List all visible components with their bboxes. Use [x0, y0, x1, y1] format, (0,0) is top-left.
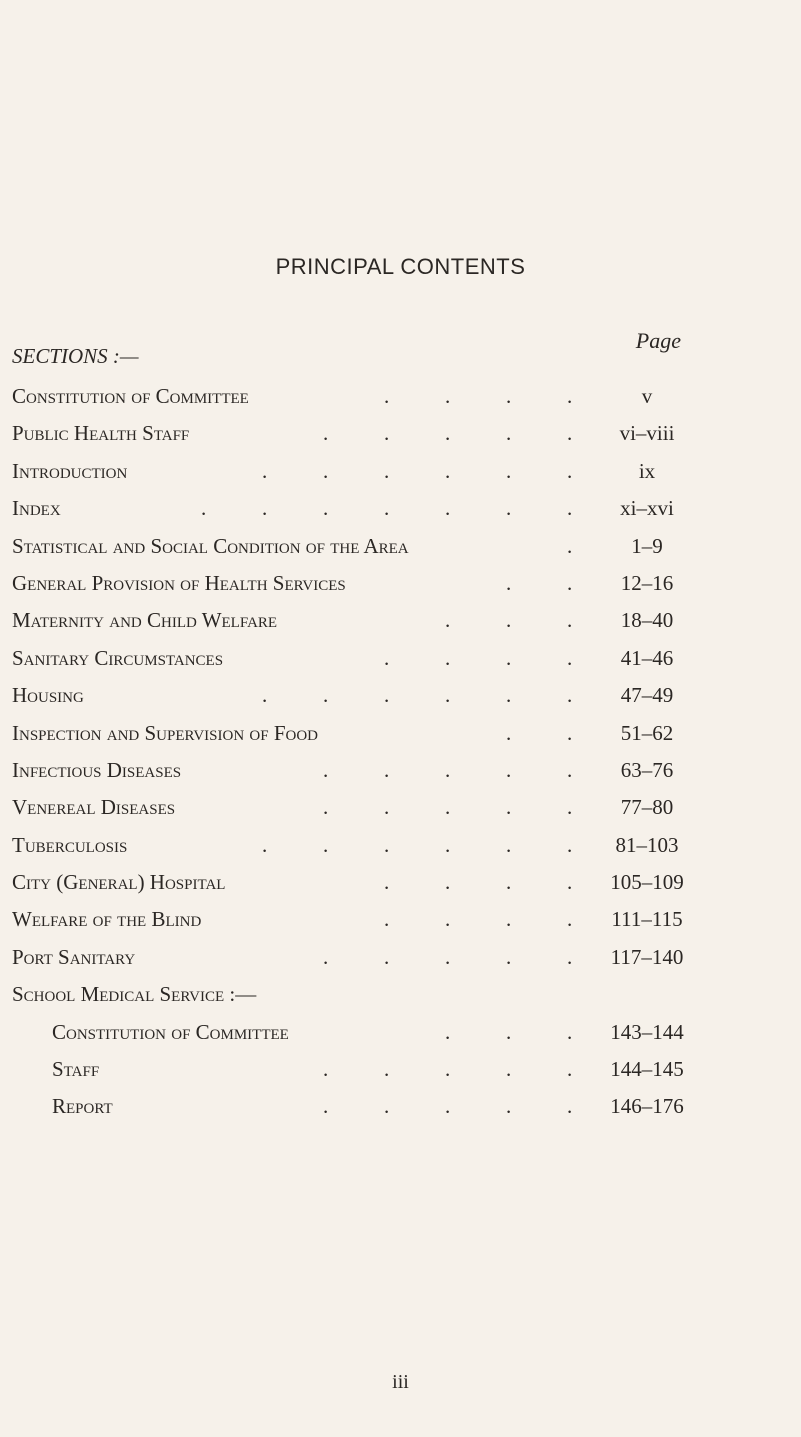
leader-dots: . . . — [445, 608, 573, 633]
toc-entry-title: School Medical Service :— — [12, 982, 257, 1007]
toc-entry-title: Tuberculosis — [12, 832, 128, 857]
toc-entry — [12, 565, 712, 602]
toc-entry-page: 146–176 — [610, 1094, 684, 1119]
toc-entry — [12, 490, 712, 527]
leader-dots: . . . . — [384, 384, 573, 408]
toc-entry — [12, 1014, 712, 1051]
toc-entry-page: 1–9 — [631, 533, 663, 558]
toc-entry-page: 81–103 — [615, 832, 679, 857]
toc-entry-title: Statistical and Social Condition of the Area — [12, 533, 409, 558]
leader-dots: . . . . . — [323, 757, 573, 782]
leader-dots: . . . . . . — [262, 683, 573, 708]
leader-dots: . . . . . — [323, 795, 573, 820]
toc-entry-title: Report — [52, 1094, 113, 1119]
toc-entry-title: Welfare of the Blind — [12, 907, 202, 932]
toc-entry-page: 143–144 — [610, 1019, 684, 1044]
toc-entry-page: 105–109 — [610, 870, 684, 895]
toc-entry — [12, 378, 712, 415]
toc-entry — [12, 415, 712, 452]
toc-entry — [12, 1051, 712, 1088]
leader-dots: . . . — [445, 1019, 573, 1044]
toc-entry-title: City (General) Hospital — [12, 870, 226, 895]
toc-entry-title: Constitution of Committee — [52, 1019, 289, 1044]
toc-entry-page: 18–40 — [620, 608, 674, 633]
toc-entry-title: Introduction — [12, 458, 128, 483]
toc-entry-page: 111–115 — [611, 907, 683, 932]
leader-dots: . . . . — [384, 907, 573, 932]
leader-dots: . . . . — [384, 645, 573, 670]
toc-entry-page: v — [641, 384, 653, 408]
toc-entry-page: 12–16 — [620, 570, 674, 595]
toc-entry — [12, 602, 712, 639]
toc-entry-title: Maternity and Child Welfare — [12, 608, 278, 633]
toc-entry — [12, 939, 712, 976]
toc-entry — [12, 1088, 712, 1125]
leader-dots: . . — [506, 570, 573, 595]
toc-entry-page: xi–xvi — [620, 496, 674, 521]
toc-entry — [12, 976, 712, 1013]
toc-entry-page: 63–76 — [620, 757, 674, 782]
toc-entry-title: Venereal Diseases — [12, 795, 176, 820]
leader-dots: . . . . . . — [262, 832, 573, 857]
sections-label: SECTIONS :— — [12, 344, 139, 368]
toc-entry-title: Housing — [12, 683, 84, 708]
toc-entry-page: 144–145 — [610, 1057, 684, 1082]
toc-entry-title: Sanitary Circumstances — [12, 645, 224, 670]
leader-dots: . — [567, 533, 573, 558]
leader-dots: . . — [506, 720, 573, 745]
toc-entry-title: Constitution of Committee — [12, 384, 249, 408]
toc-entry — [12, 715, 712, 752]
page-column-header: Page — [635, 328, 681, 353]
page-number: iii — [392, 1371, 409, 1393]
leader-dots: . . . . . . — [262, 458, 573, 483]
leader-dots: . . . . . — [323, 1057, 573, 1082]
toc-entry-page: 47–49 — [620, 683, 674, 708]
toc-entry-title: General Provision of Health Services — [12, 570, 346, 595]
table-of-contents — [12, 378, 712, 1126]
toc-entry-page: 51–62 — [620, 720, 674, 745]
toc-entry-title: Public Health Staff — [12, 421, 190, 446]
toc-entry-title: Inspection and Supervision of Food — [12, 720, 318, 745]
toc-entry — [12, 901, 712, 938]
toc-entry — [12, 453, 712, 490]
toc-entry — [12, 789, 712, 826]
leader-dots: . . . . — [384, 870, 573, 895]
toc-entry-title: Port Sanitary — [12, 944, 136, 969]
toc-entry-page: 117–140 — [610, 944, 684, 969]
toc-entry — [12, 827, 712, 864]
leader-dots: . . . . . . . — [201, 496, 573, 521]
leader-dots: . . . . . — [323, 1094, 573, 1119]
leader-dots: . . . . . — [323, 944, 573, 969]
toc-entry — [12, 864, 712, 901]
toc-entry-page: ix — [638, 458, 656, 483]
toc-entry-title: Staff — [52, 1057, 100, 1082]
toc-entry — [12, 752, 712, 789]
page-title: PRINCIPAL CONTENTS — [275, 254, 526, 279]
toc-entry-title: Infectious Diseases — [12, 757, 182, 782]
toc-entry-page: 41–46 — [620, 645, 674, 670]
toc-entry — [12, 677, 712, 714]
toc-entry-page: vi–viii — [619, 421, 675, 446]
toc-entry-page: 77–80 — [620, 795, 674, 820]
leader-dots: . . . . . — [323, 421, 573, 446]
toc-entry — [12, 640, 712, 677]
toc-entry — [12, 528, 712, 565]
toc-entry-title: Index — [12, 496, 61, 521]
